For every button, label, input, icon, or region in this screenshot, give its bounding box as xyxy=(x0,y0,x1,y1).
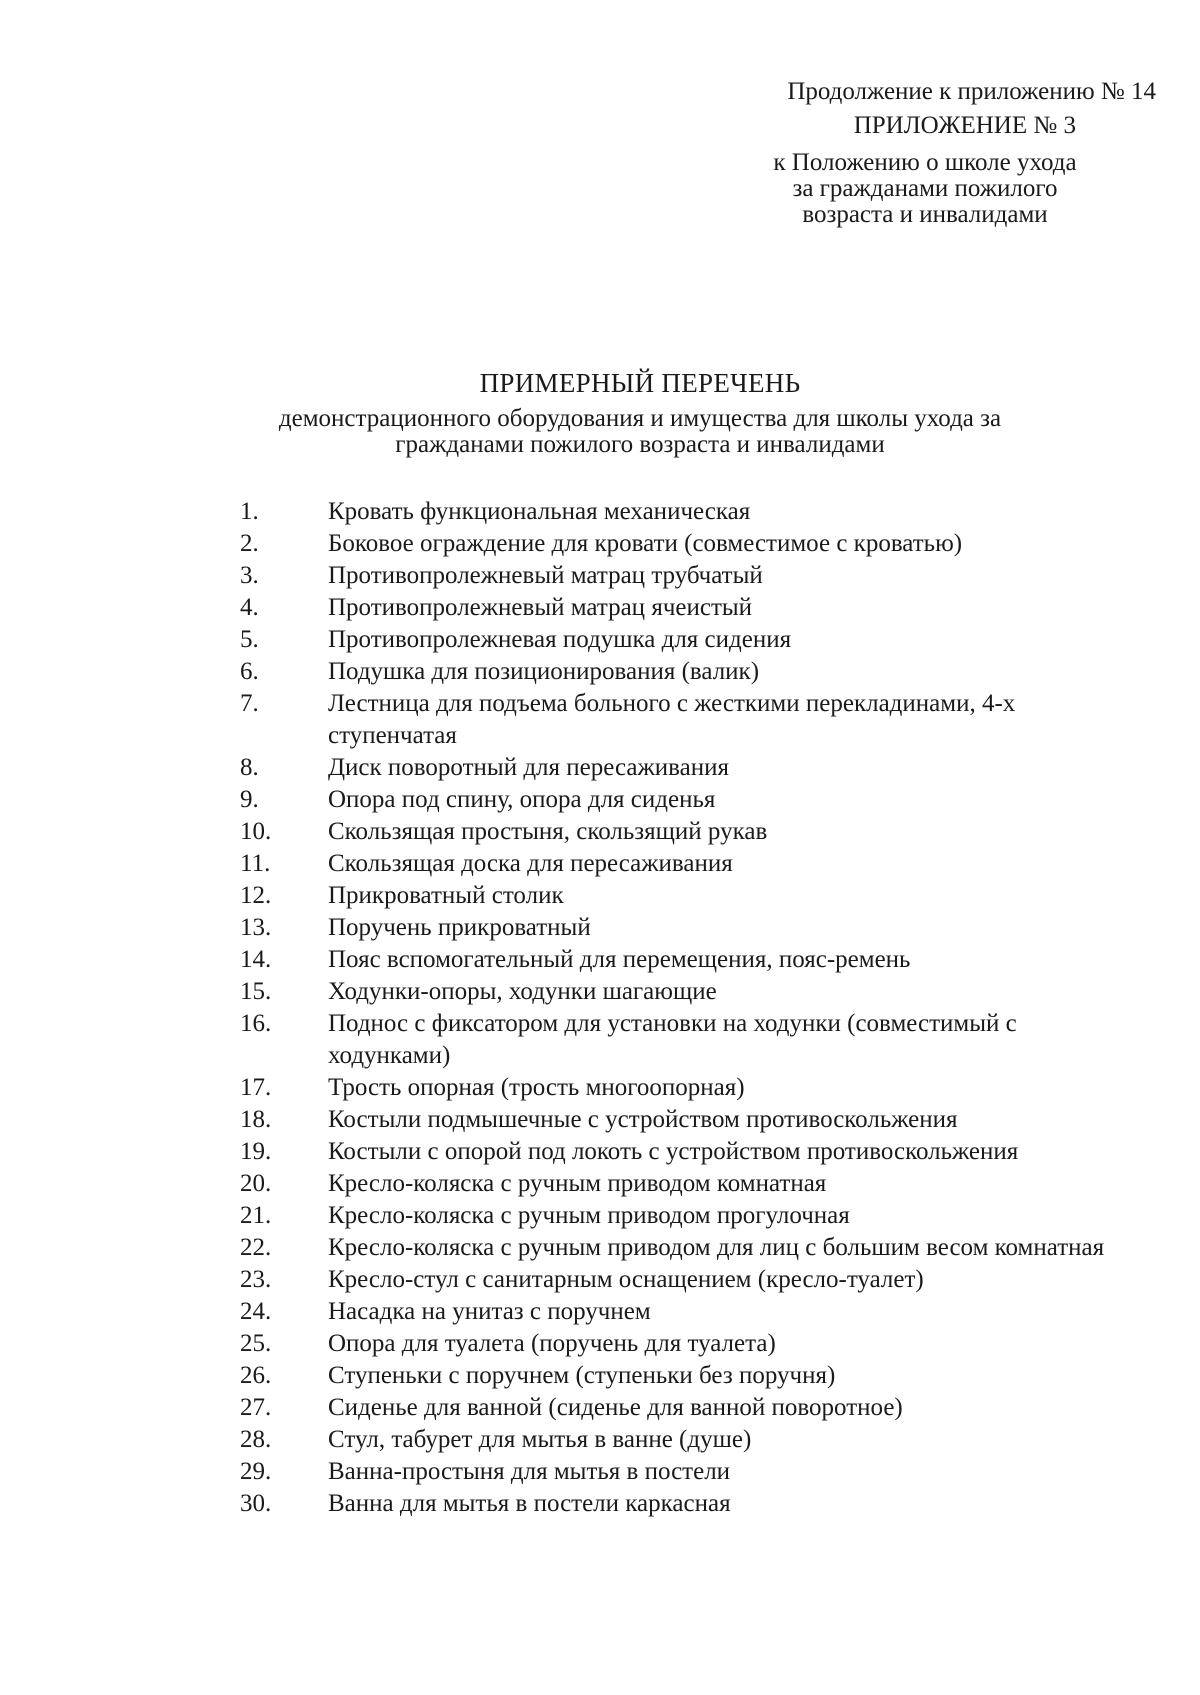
list-item-number: 17. xyxy=(240,1074,272,1101)
list-item-text: Скользящая доска для пересаживания xyxy=(328,850,733,877)
list-item-text: Противопролежневый матрац трубчатый xyxy=(328,562,763,589)
list-item-number: 27. xyxy=(240,1394,272,1421)
list-item-text: Ванна-простыня для мытья в постели xyxy=(328,1458,731,1485)
list-item xyxy=(240,1072,1140,1104)
list-item-number: 25. xyxy=(240,1330,272,1357)
list-item xyxy=(240,1456,1140,1488)
list-item xyxy=(240,1392,1140,1424)
list-item xyxy=(240,1008,1140,1072)
list-item xyxy=(240,1232,1140,1264)
appendix-reference xyxy=(640,150,1160,228)
appendix-reference-line: за гражданами пожилого xyxy=(792,175,1058,202)
list-item-text: Костыли с опорой под локоть с устройством противоскольжения xyxy=(328,1138,1019,1165)
list-item-text: Кресло-стул с санитарным оснащением (кресло-туалет) xyxy=(328,1266,924,1293)
list-item-text: Опора для туалета (поручень для туалета) xyxy=(328,1330,776,1357)
list-item-number: 3. xyxy=(240,562,259,589)
list-item xyxy=(240,624,1140,656)
list-item-text: Стул, табурет для мытья в ванне (душе) xyxy=(328,1426,752,1453)
list-item-text: Пояс вспомогательный для перемещения, пояс-ремень xyxy=(328,946,911,973)
list-item-number: 21. xyxy=(240,1202,272,1229)
list-item-text: Опора под спину, опора для сиденья xyxy=(328,786,716,813)
list-item-number: 22. xyxy=(240,1234,272,1261)
list-item-number: 7. xyxy=(240,690,259,717)
list-item-text: Прикроватный столик xyxy=(328,882,564,909)
list-item xyxy=(240,1264,1140,1296)
list-item xyxy=(240,752,1140,784)
list-item xyxy=(240,1360,1140,1392)
list-item-number: 26. xyxy=(240,1362,272,1389)
list-item-text: Поднос с фиксатором для установки на ходунки (совместимый с ходунками) xyxy=(328,1010,1017,1069)
list-item-number: 28. xyxy=(240,1426,272,1453)
appendix-number: ПРИЛОЖЕНИЕ № 3 xyxy=(853,112,1076,139)
list-item-number: 11. xyxy=(240,850,271,877)
list-item-number: 5. xyxy=(240,626,259,653)
appendix-reference-line: к Положению о школе ухода xyxy=(773,149,1077,176)
list-item xyxy=(240,1104,1140,1136)
list-item-text: Скользящая простыня, скользящий рукав xyxy=(328,818,768,845)
document-subtitle xyxy=(200,406,1080,458)
list-item-text: Противопролежневый матрац ячеистый xyxy=(328,594,753,621)
list-item xyxy=(240,528,1140,560)
list-item-text: Ванна для мытья в постели каркасная xyxy=(328,1490,731,1517)
list-item-number: 9. xyxy=(240,786,259,813)
list-item xyxy=(240,784,1140,816)
list-item-number: 16. xyxy=(240,1010,272,1037)
list-item xyxy=(240,880,1140,912)
list-item-number: 8. xyxy=(240,754,259,781)
list-item-number: 13. xyxy=(240,914,272,941)
list-item xyxy=(240,1296,1140,1328)
list-item xyxy=(240,1424,1140,1456)
appendix-header xyxy=(640,76,1160,228)
equipment-list xyxy=(240,496,1140,1520)
list-item-text: Кровать функциональная механическая xyxy=(328,498,751,525)
list-item xyxy=(240,496,1140,528)
list-item-number: 19. xyxy=(240,1138,272,1165)
list-item xyxy=(240,976,1140,1008)
list-item xyxy=(240,1200,1140,1232)
list-item-number: 12. xyxy=(240,882,272,909)
list-item-number: 2. xyxy=(240,530,259,557)
list-item-number: 23. xyxy=(240,1266,272,1293)
list-item-text: Кресло-коляска с ручным приводом для лиц с большим весом комнатная xyxy=(328,1234,1105,1261)
list-item xyxy=(240,816,1140,848)
list-item-number: 24. xyxy=(240,1298,272,1325)
continuation-note: Продолжение к приложению № 14 xyxy=(787,78,1156,105)
list-item-text: Поручень прикроватный xyxy=(328,914,591,941)
document-subtitle-line: демонстрационного оборудования и имущества для школы ухода за xyxy=(278,405,1002,432)
list-item-number: 29. xyxy=(240,1458,272,1485)
list-item-number: 30. xyxy=(240,1490,272,1517)
list-item-text: Трость опорная (трость многоопорная) xyxy=(328,1074,745,1101)
document-subtitle-line: гражданами пожилого возраста и инвалидами xyxy=(395,431,885,458)
list-item xyxy=(240,1488,1140,1520)
list-item xyxy=(240,688,1140,752)
list-item-number: 20. xyxy=(240,1170,272,1197)
document-title-block xyxy=(200,366,1080,458)
list-item-text: Подушка для позиционирования (валик) xyxy=(328,658,760,685)
list-item-text: Ходунки-опоры, ходунки шагающие xyxy=(328,978,717,1005)
list-item-number: 15. xyxy=(240,978,272,1005)
list-item-number: 18. xyxy=(240,1106,272,1133)
list-item-text: Сиденье для ванной (сиденье для ванной поворотное) xyxy=(328,1394,903,1421)
list-item xyxy=(240,656,1140,688)
list-item-text: Кресло-коляска с ручным приводом прогулочная xyxy=(328,1202,850,1229)
list-item-text: Кресло-коляска с ручным приводом комнатная xyxy=(328,1170,827,1197)
list-item xyxy=(240,592,1140,624)
list-item xyxy=(240,1328,1140,1360)
appendix-reference-line: возраста и инвалидами xyxy=(802,201,1048,228)
list-item-text: Боковое ограждение для кровати (совместимое с кроватью) xyxy=(328,530,963,557)
list-item xyxy=(240,1136,1140,1168)
list-item-text: Ступеньки с поручнем (ступеньки без поручня) xyxy=(328,1362,836,1389)
list-item-number: 6. xyxy=(240,658,259,685)
list-item-text: Насадка на унитаз с поручнем xyxy=(328,1298,651,1325)
document-title: ПРИМЕРНЫЙ ПЕРЕЧЕНЬ xyxy=(479,368,801,398)
list-item xyxy=(240,848,1140,880)
list-item xyxy=(240,912,1140,944)
list-item-text: Костыли подмышечные с устройством противоскольжения xyxy=(328,1106,958,1133)
list-item-number: 1. xyxy=(240,498,259,525)
list-item xyxy=(240,1168,1140,1200)
list-item-number: 14. xyxy=(240,946,272,973)
list-item xyxy=(240,560,1140,592)
list-item-number: 4. xyxy=(240,594,259,621)
list-item-text: Лестница для подъема больного с жесткими перекладинами, 4-х ступенчатая xyxy=(328,690,1016,749)
list-item-number: 10. xyxy=(240,818,272,845)
list-item xyxy=(240,944,1140,976)
list-item-text: Диск поворотный для пересаживания xyxy=(328,754,729,781)
list-item-text: Противопролежневая подушка для сидения xyxy=(328,626,792,653)
